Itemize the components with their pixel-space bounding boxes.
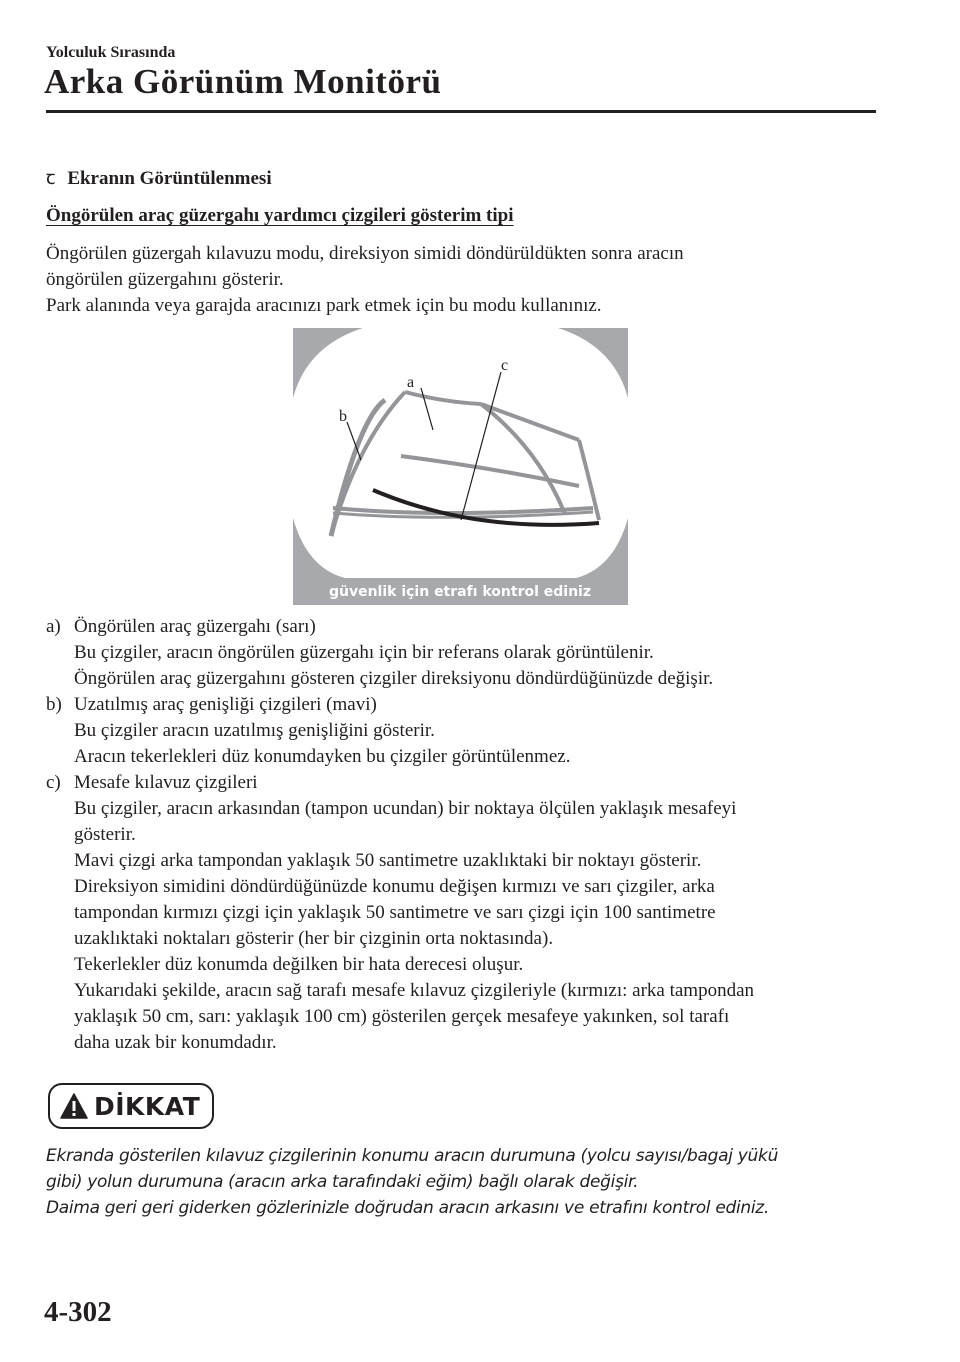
caution-text (46, 1143, 896, 1221)
callout-b: b (339, 408, 347, 425)
intro-line-2: öngörülen güzergahını gösterir. (46, 269, 284, 290)
rear-camera-illustration (293, 328, 628, 605)
caution-line: Ekranda gösterilen kılavuz çizgilerinin konumu aracın durumuna (yolcu sayısı/bagaj yükü (46, 1146, 779, 1166)
item-line: tampondan kırmızı çizgi için yaklaşık 50 santimetre ve sarı çizgi için 100 santimetre (74, 902, 716, 923)
item-line: yaklaşık 50 cm, sarı: yaklaşık 100 cm) gösterilen gerçek mesafeye yakınken, sol tarafı (74, 1006, 730, 1027)
item-line: uzaklıktaki noktaları gösterir (her bir çizginin orta noktasında). (74, 928, 554, 949)
list-item (46, 692, 886, 770)
page-title: Arka Görünüm Monitörü (44, 62, 442, 101)
callout-c: c (501, 357, 509, 374)
subheading: Öngörülen araç güzergahı yardımcı çizgileri gösterim tipi (46, 205, 514, 226)
item-line: Bu çizgiler, aracın arkasından (tampon ucundan) bir noktaya ölçülen yaklaşık mesafeyi (74, 798, 737, 819)
item-line: Tekerlekler düz konumda değilken bir hata derecesi oluşur. (74, 954, 524, 975)
banner-text: güvenlik için etrafı kontrol ediniz (328, 584, 592, 600)
header-section-name: Yolculuk Sırasında (46, 44, 176, 61)
legend-list (46, 614, 886, 1056)
item-line: Bu çizgiler, aracın öngörülen güzergahı için bir referans olarak görüntülenir. (74, 642, 654, 663)
list-item (46, 614, 886, 692)
item-line: Bu çizgiler aracın uzatılmış genişliğini gösterir. (74, 720, 435, 741)
item-line: Yukarıdaki şekilde, aracın sağ tarafı mesafe kılavuz çizgileriyle (kırmızı: arka tampondan (74, 980, 755, 1001)
section-marker-icon: ꞇ (46, 167, 56, 189)
item-label: c) (46, 772, 61, 793)
intro-line-3: Park alanında veya garajda aracınızı park etmek için bu modu kullanınız. (46, 295, 602, 316)
callout-a: a (407, 374, 415, 391)
item-label: b) (46, 694, 62, 715)
caution-badge (48, 1083, 214, 1129)
rear-camera-figure (293, 328, 628, 605)
item-title: Öngörülen araç güzergahı (sarı) (74, 616, 316, 637)
item-title: Mesafe kılavuz çizgileri (74, 772, 258, 793)
item-line: Aracın tekerlekleri düz konumdayken bu çizgiler görüntülenmez. (74, 746, 571, 767)
item-line: Öngörülen araç güzergahını gösteren çizgiler direksiyonu döndürdüğünüzde değişir. (74, 668, 714, 689)
item-line: Mavi çizgi arka tampondan yaklaşık 50 santimetre uzaklıktaki bir noktayı gösterir. (74, 850, 702, 871)
section-heading-text: Ekranın Görüntülenmesi (67, 168, 272, 189)
item-label: a) (46, 616, 61, 637)
intro-line-1: Öngörülen güzergah kılavuzu modu, direksiyon simidi döndürüldükten sonra aracın (46, 243, 684, 264)
caution-label: DİKKAT (94, 1091, 201, 1121)
caution-line: Daima geri geri giderken gözlerinizle doğrudan aracın arkasını ve etrafını kontrol ediniz. (46, 1198, 770, 1218)
item-line: gösterir. (74, 824, 136, 845)
header-divider (46, 110, 876, 113)
item-title: Uzatılmış araç genişliği çizgileri (mavi) (74, 694, 377, 715)
item-line: daha uzak bir konumdadır. (74, 1032, 277, 1053)
list-item (46, 770, 886, 1056)
page-number: 4-302 (44, 1296, 112, 1328)
warning-triangle-icon (60, 1093, 88, 1119)
section-heading (46, 164, 272, 190)
caution-line: gibi) yolun durumuna (aracın arka tarafındaki eğim) bağlı olarak değişir. (46, 1172, 639, 1192)
item-line: Direksiyon simidini döndürdüğünüzde konumu değişen kırmızı ve sarı çizgiler, arka (74, 876, 715, 897)
